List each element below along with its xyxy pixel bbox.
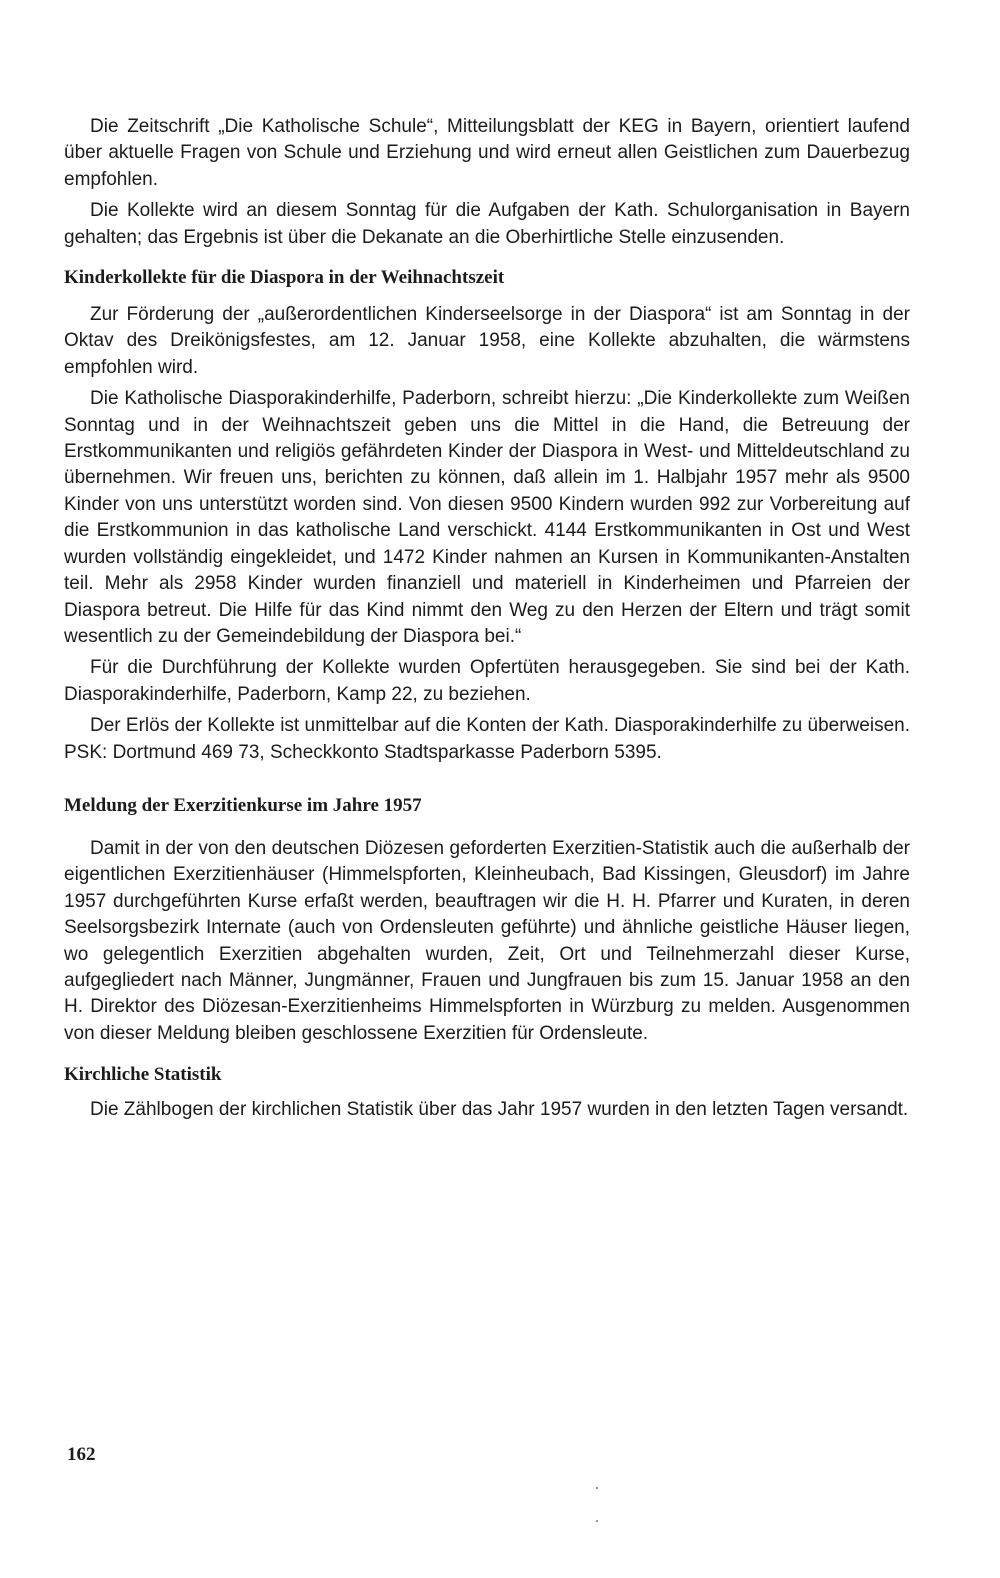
section-body (64, 1097, 910, 1123)
paragraph: Die Zeitschrift „Die Katholische Schule“, Mitteilungsblatt der KEG in Bayern, orientiert laufend über aktuelle Fragen von Schule und Erziehung und wird erneut allen Geistlichen zum Dauerbezug empfohlen. (64, 116, 910, 190)
section-body (64, 302, 910, 766)
paragraph: Zur Förderung der „außerordentlichen Kinderseelsorge in der Diaspora“ ist am Sonntag in der Oktav des Dreikönigsfestes, am 12. Januar 1958, eine Kollekte abzuhalten, die wärmstens empfohlen wird. (64, 304, 910, 378)
document-page (64, 114, 910, 1124)
paragraph: Für die Durchführung der Kollekte wurden Opfertüten herausgegeben. Sie sind bei der Kath. Diasporakinderhilfe, Paderborn, Kamp 22, zu beziehen. (64, 657, 910, 705)
section-heading: Kinderkollekte für die Diaspora in der Weihnachtszeit (64, 267, 505, 289)
paragraph: Die Katholische Diasporakinderhilfe, Paderborn, schreibt hierzu: „Die Kinderkollekte zum Weißen Sonntag und in der Weihnachtszeit geben uns die Mittel in die Hand, die Betreuung der Erstkommunikanten und religiös gefährdeten Kinder der Diaspora in West- und Mitteldeutschland zu übernehmen. Wir freuen uns, berichten zu können, daß allein im 1. Halbjahr 1957 mehr als 9500 Kinder von uns unterstützt worden sind. Von diesen 9500 Kindern wurden 992 zur Vorbereitung auf die Erstkommunion in das katholische Land verschickt. 4144 Erstkommunikanten in Ost und West wurden vollständig eingekleidet, und 1472 Kinder nahmen an Kursen in Kommunikanten-Anstalten teil. Mehr als 2958 Kinder wurden finanziell und materiell in Kinderheimen und Pfarreien der Diaspora betreut. Die Hilfe für das Kind nimmt den Weg zu den Herzen der Eltern und trägt somit wesentlich zu der Gemeindebildung der Diaspora bei.“ (64, 388, 910, 647)
section-body (64, 836, 910, 1047)
scan-speck (596, 1520, 598, 1522)
section-heading: Meldung der Exerzitienkurse im Jahre 1957 (64, 794, 422, 816)
page-number: 162 (67, 1444, 96, 1465)
paragraph: Damit in der von den deutschen Diözesen geforderten Exerzitien-Statistik auch die außerhalb der eigentlichen Exerzitienhäuser (Himmelspforten, Kleinheubach, Bad Kissingen, Gleusdorf) im Jahre 1957 durchgeführten Kurse erfaßt werden, beauftragen wir die H. H. Pfarrer und Kuraten, in deren Seelsorgsbezirk Internate (auch von Ordensleuten geführte) und ähnliche geistliche Häuser liegen, wo gelegentlich Exerzitien abgehalten wurden, Zeit, Ort und Teilnehmerzahl dieser Kurse, aufgegliedert nach Männer, Jungmänner, Frauen und Jungfrauen bis zum 15. Januar 1958 an den H. Direktor des Diözesan-Exerzitienheims Himmelspforten in Würzburg zu melden. Ausgenommen von dieser Meldung bleiben geschlossene Exerzitien für Ordensleute. (64, 837, 910, 1044)
paragraph: Die Zählbogen der kirchlichen Statistik über das Jahr 1957 wurden in den letzten Tagen versandt. (90, 1099, 909, 1121)
section-heading: Kirchliche Statistik (64, 1064, 222, 1086)
intro-block (64, 114, 910, 251)
paragraph: Der Erlös der Kollekte ist unmittelbar auf die Konten der Kath. Diasporakinderhilfe zu überweisen. PSK: Dortmund 469 73, Scheckkonto Stadtsparkasse Paderborn 5395. (64, 715, 910, 763)
paragraph: Die Kollekte wird an diesem Sonntag für die Aufgaben der Kath. Schulorganisation in Bayern gehalten; das Ergebnis ist über die Dekanate an die Oberhirtliche Stelle einzusenden. (64, 200, 910, 248)
scan-speck (596, 1487, 598, 1489)
